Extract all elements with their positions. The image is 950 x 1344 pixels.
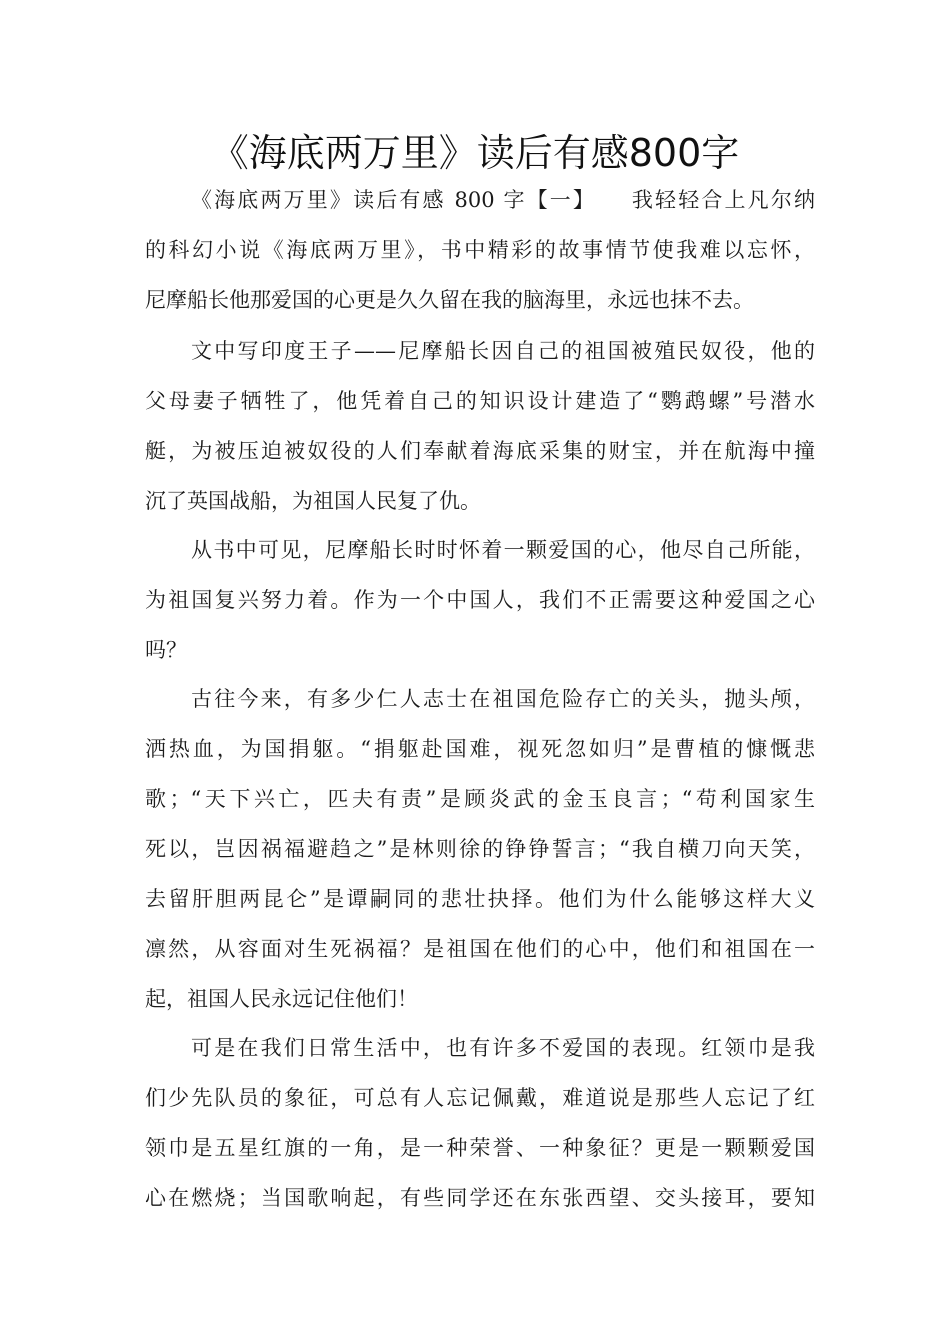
paragraph-line: 心在燃烧；当国歌响起，有些同学还在东张西望、交头接耳，要知 — [145, 1186, 815, 1210]
paragraph-2 — [145, 326, 815, 526]
paragraph-line: 吗？ — [145, 638, 187, 662]
paragraph-line: 尼摩船长他那爱国的心更是久久留在我的脑海里，永远也抹不去。 — [145, 288, 754, 312]
paragraph-3 — [145, 525, 815, 675]
paragraph-line: 为祖国复兴努力着。作为一个中国人，我们不正需要这种爱国之心 — [145, 588, 815, 612]
paragraph-line: 的科幻小说《海底两万里》，书中精彩的故事情节使我难以忘怀， — [145, 238, 815, 262]
paragraph-line: 死以，岂因祸福避趋之”是林则徐的铮铮誓言；“我自横刀向天笑， — [145, 837, 815, 861]
paragraph-line: 们少先队员的象征，可总有人忘记佩戴，难道说是那些人忘记了红 — [145, 1086, 815, 1110]
paragraph-5 — [145, 1023, 815, 1223]
paragraph-line: 领巾是五星红旗的一角，是一种荣誉、一种象征？更是一颗颗爱国 — [145, 1136, 815, 1160]
paragraph-1 — [145, 175, 815, 325]
paragraph-line: 可是在我们日常生活中，也有许多不爱国的表现。红领巾是我 — [191, 1036, 815, 1060]
paragraph-line: 洒热血，为国捐躯。“捐躯赴国难，视死忽如归”是曹植的慷慨悲 — [145, 737, 815, 761]
paragraph-line: 古往今来，有多少仁人志士在祖国危险存亡的关头，抛头颅， — [191, 687, 815, 711]
paragraph-line: 父母妻子牺牲了，他凭着自己的知识设计建造了“鹦鹉螺”号潜水 — [145, 389, 815, 413]
paragraph-line: 沉了英国战船，为祖国人民复了仇。 — [145, 489, 481, 513]
paragraph-line: 凛然，从容面对生死祸福？是祖国在他们的心中，他们和祖国在一 — [145, 937, 815, 961]
paragraph-line: 《海底两万里》读后有感 800 字【一】 我轻轻合上凡尔纳 — [191, 188, 815, 212]
document-title: 《海底两万里》读后有感800字 — [210, 131, 740, 175]
paragraph-line: 去留肝胆两昆仑”是谭嗣同的悲壮抉择。他们为什么能够这样大义 — [145, 887, 815, 911]
paragraph-line: 从书中可见，尼摩船长时时怀着一颗爱国的心，他尽自己所能， — [191, 538, 815, 562]
paragraph-line: 艇，为被压迫被奴役的人们奉献着海底采集的财宝，并在航海中撞 — [145, 439, 815, 463]
paragraph-line: 歌；“天下兴亡，匹夫有责”是顾炎武的金玉良言；“苟利国家生 — [145, 787, 815, 811]
paragraph-4 — [145, 674, 815, 1024]
paragraph-line: 起，祖国人民永远记住他们！ — [145, 987, 418, 1011]
paragraph-line: 文中写印度王子——尼摩船长因自己的祖国被殖民奴役，他的 — [191, 339, 815, 363]
